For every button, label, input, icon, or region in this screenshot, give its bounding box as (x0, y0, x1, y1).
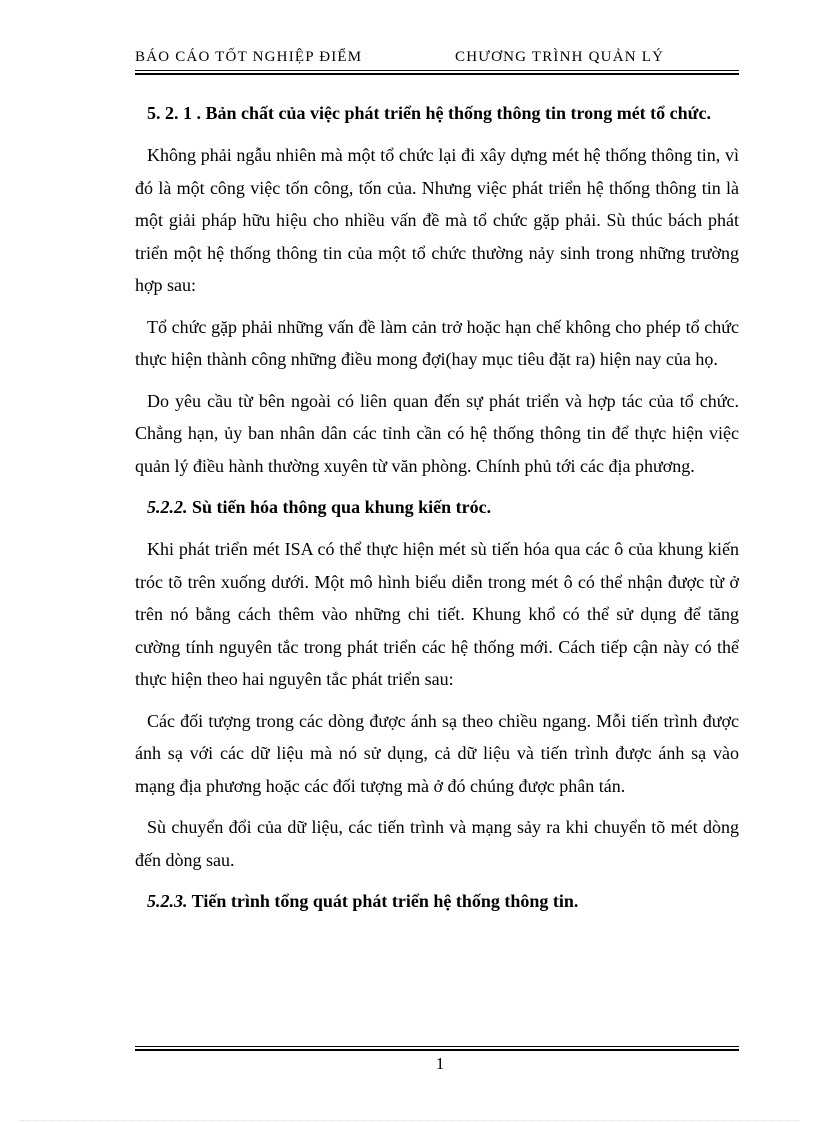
header-rule-thick (135, 73, 739, 75)
section-title: Sù tiến hóa thông qua khung kiến tróc. (187, 497, 492, 517)
page-body (135, 97, 739, 918)
section-heading-5-2-3 (135, 885, 739, 918)
paragraph: Không phải ngẫu nhiên mà một tổ chức lại đi xây dựng mét hệ thống thông tin, vì đó là một công việc tốn công, tốn của. Nhưng việc phát triển hệ thống thông tin là một giải pháp hữu hiệu cho nhiều vấn đề mà tổ chức gặp phải. Sù thúc bách phát triển một hệ thống thông tin của một tổ chức thường nảy sinh trong những trường hợp sau: (135, 145, 739, 295)
page-number: 1 (435, 1054, 445, 1073)
section-number: 5.2.3. (147, 891, 188, 911)
footer-rule (135, 1046, 739, 1047)
paragraph: Tổ chức gặp phải những vấn đề làm cản trở hoặc hạn chế không cho phép tổ chức thực hiện thành công những điều mong đợi(hay mục tiêu đặt ra) hiện nay của họ. (135, 316, 739, 369)
footer-rule-thick (135, 1049, 739, 1051)
paragraph: Các đối tượng trong các dòng được ánh sạ theo chiều ngang. Mỗi tiến trình được ánh sạ với các dữ liệu mà nó sử dụng, cả dữ liệu và tiến trình được ánh sạ vào mạng địa phương hoặc các đối tượng mà ở đó chúng được phân tán. (135, 710, 739, 796)
section-heading-5-2-2 (135, 491, 739, 524)
page-header (135, 48, 739, 82)
paragraph: Do yêu cầu từ bên ngoài có liên quan đến sự phát triển và hợp tác của tổ chức. Chẳng hạn, ủy ban nhân dân các tỉnh cần có hệ thống thông tin để thực hiện việc quản lý điều hành thường xuyên từ văn phòng. Chính phủ tới các địa phương. (135, 390, 739, 476)
header-rule (135, 70, 739, 71)
header-right-text: CHƯƠNG TRÌNH QUẢN LÝ (455, 49, 665, 65)
section-title: Tiến trình tổng quát phát triển hệ thống thông tin. (187, 891, 579, 911)
paragraph: Sù chuyển đổi của dữ liệu, các tiến trình và mạng sảy ra khi chuyển tõ mét dòng đến dòng sau. (135, 817, 739, 870)
paragraph: Khi phát triển mét ISA có thể thực hiện mét sù tiến hóa qua các ô của khung kiến tróc tõ trên xuống dưới. Một mô hình biểu diễn trong mét ô có thể nhận được từ ở trên nó bằng cách thêm vào những chi tiết. Khung khổ có thể sử dụng để tăng cường tính nguyên tắc trong phát triển các hệ thống mới. Cách tiếp cận này có thể thực hiện theo hai nguyên tắc phát triển sau: (135, 539, 739, 689)
page-edge-divider (20, 1120, 800, 1121)
header-left-text: BÁO CÁO TỐT NGHIỆP ĐIỂM (135, 49, 363, 65)
section-heading-5-2-1: 5. 2. 1 . Bản chất của việc phát triển hệ thống thông tin trong mét tổ chức. (147, 103, 711, 123)
section-number: 5.2.2. (147, 497, 188, 517)
